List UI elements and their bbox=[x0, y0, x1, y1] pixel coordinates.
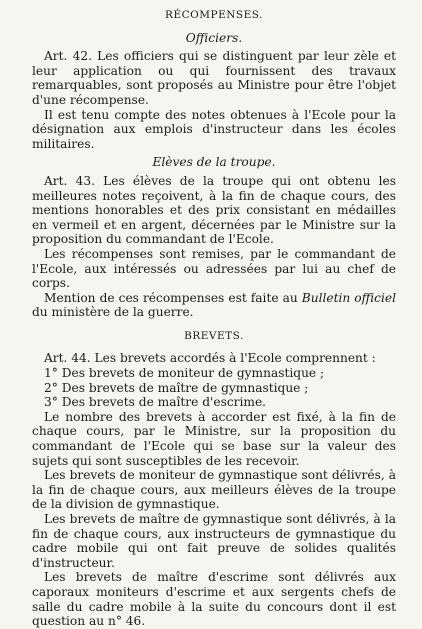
article-43-paragraph-2: Les récompenses sont remises, par le commandant de l'Ecole, aux intéressés ou adressées par lui au chef de corps. bbox=[32, 246, 396, 291]
brevets-paragraph-2: Les brevets de moniteur de gymnastique sont délivrés, à la fin de chaque cours, aux meilleurs élèves de la troupe de la division de gymnastique. bbox=[32, 468, 396, 512]
brevets-paragraph-3: Les brevets de maître de gymnastique sont délivrés, à la fin de chaque cours, aux instructeurs de gymnastique du cadre mobile qui ont fait preuve de solides qualités d'instructeur. bbox=[32, 512, 396, 570]
article-43-paragraph-3 bbox=[32, 291, 396, 320]
article-43-paragraph-1: Art. 43. Les élèves de la troupe qui ont obtenu les meilleures notes reçoivent, à la fin de chaque cours, des mentions honorables et des prix consistant en médailles en vermeil et en argent, décernées par le Ministre sur la proposition du commandant de l'Ecole. bbox=[32, 173, 396, 247]
section-title-brevets: BREVETS. bbox=[184, 329, 244, 342]
bulletin-officiel-title: Bulletin officiel bbox=[301, 290, 396, 305]
article-44-intro: Art. 44. Les brevets accordés à l'Ecole comprennent : bbox=[44, 351, 376, 366]
list-item: 3° Des brevets de maître d'escrime. bbox=[44, 395, 267, 410]
heading-eleves-troupe: Elèves de la troupe. bbox=[152, 155, 276, 170]
article-43-p3-before: Mention de ces récompenses est faite au bbox=[44, 290, 302, 305]
heading-officiers: Officiers. bbox=[185, 30, 243, 45]
list-item: 1° Des brevets de moniteur de gymnastique ; bbox=[44, 366, 325, 381]
article-42-paragraph-1: Art. 42. Les officiers qui se distinguent par leur zèle et leur application ou qui fournissent des travaux remarquables, sont proposés au Ministre pour être l'objet d'une récompense. bbox=[32, 49, 396, 107]
section-title-recompenses: RÉCOMPENSES. bbox=[165, 9, 263, 21]
list-item: 2° Des brevets de maître de gymnastique ; bbox=[44, 380, 309, 395]
brevets-paragraph-1: Le nombre des brevets à accorder est fixé, à la fin de chaque cours, par le Ministre, sur la proposition du commandant de l'Ecole qui se base sur la valeur des sujets qui sont susceptibles de les recevoir. bbox=[32, 409, 396, 468]
brevets-list bbox=[32, 366, 396, 410]
article-42-paragraph-2: Il est tenu compte des notes obtenues à l'Ecole pour la désignation aux emplois d'instructeur dans les écoles militaires. bbox=[32, 107, 396, 151]
article-43-p3-after: du ministère de la guerre. bbox=[32, 305, 194, 320]
brevets-paragraph-4: Les brevets de maître d'escrime sont délivrés aux caporaux moniteurs d'escrime et aux sergents chefs de salle du cadre mobile à la suite du concours dont il est question au n° 46. bbox=[32, 570, 396, 629]
